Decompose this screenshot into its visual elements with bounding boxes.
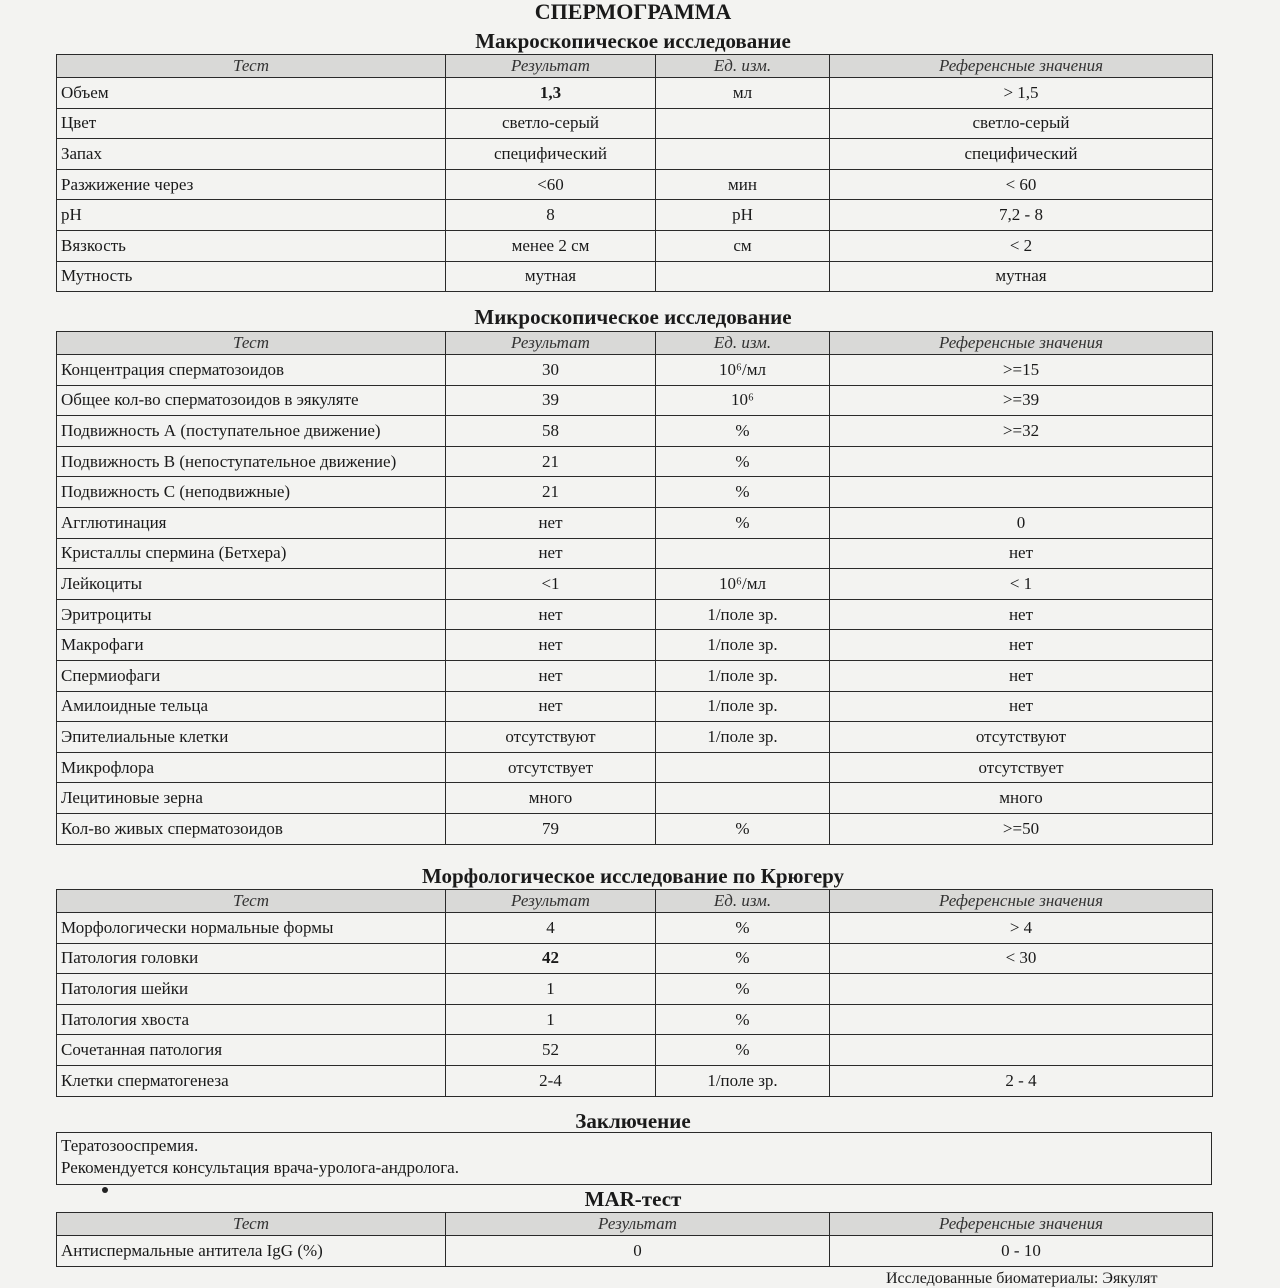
cell-test: Спермиофаги — [57, 660, 446, 691]
cell-test: pH — [57, 200, 446, 231]
cell-result: 2-4 — [446, 1065, 656, 1096]
cell-test: Эритроциты — [57, 599, 446, 630]
cell-ref: отсутствуют — [830, 722, 1213, 753]
header-test: Тест — [57, 890, 446, 913]
table-row — [57, 261, 1213, 292]
cell-result: 21 — [446, 477, 656, 508]
cell-ref: специфический — [830, 139, 1213, 170]
table-row — [57, 416, 1213, 447]
cell-ref: 2 - 4 — [830, 1065, 1213, 1096]
cell-test: Амилоидные тельца — [57, 691, 446, 722]
morph-table — [56, 889, 1213, 1097]
cell-test: Запах — [57, 139, 446, 170]
table-header — [57, 332, 1213, 355]
cell-test: Лейкоциты — [57, 569, 446, 600]
cell-unit — [656, 139, 830, 170]
cell-result: специфический — [446, 139, 656, 170]
header-test: Тест — [57, 1213, 446, 1236]
table-row — [57, 630, 1213, 661]
cell-unit: % — [656, 1035, 830, 1066]
cell-result: <60 — [446, 169, 656, 200]
cell-unit: % — [656, 477, 830, 508]
cell-test: Клетки сперматогенеза — [57, 1065, 446, 1096]
cell-test: Сочетанная патология — [57, 1035, 446, 1066]
section-title-macro: Макроскопическое исследование — [475, 29, 791, 53]
table-row — [57, 783, 1213, 814]
cell-result: нет — [446, 630, 656, 661]
cell-unit: % — [656, 416, 830, 447]
table-row — [57, 355, 1213, 386]
cell-unit: 1/поле зр. — [656, 630, 830, 661]
cell-ref: > 4 — [830, 913, 1213, 944]
header-result: Результат — [446, 890, 656, 913]
cell-test: Мутность — [57, 261, 446, 292]
cell-unit: % — [656, 1004, 830, 1035]
cell-test: Макрофаги — [57, 630, 446, 661]
cell-test: Общее кол-во сперматозоидов в эякуляте — [57, 385, 446, 416]
cell-unit: 1/поле зр. — [656, 722, 830, 753]
table-row — [57, 974, 1213, 1005]
table-row — [57, 1004, 1213, 1035]
cell-ref — [830, 1035, 1213, 1066]
cell-ref: отсутствует — [830, 752, 1213, 783]
table-row — [57, 446, 1213, 477]
cell-ref: >=15 — [830, 355, 1213, 386]
cell-result: нет — [446, 507, 656, 538]
cell-ref: < 1 — [830, 569, 1213, 600]
table-header — [57, 1213, 1213, 1236]
cell-test: Вязкость — [57, 230, 446, 261]
table-row — [57, 385, 1213, 416]
cell-result: 58 — [446, 416, 656, 447]
cell-unit: % — [656, 943, 830, 974]
cell-unit — [656, 538, 830, 569]
table-row — [57, 507, 1213, 538]
cell-result: 21 — [446, 446, 656, 477]
table-row — [57, 108, 1213, 139]
cell-result: 30 — [446, 355, 656, 386]
cell-ref — [830, 446, 1213, 477]
cell-result: 52 — [446, 1035, 656, 1066]
mar-table — [56, 1212, 1213, 1267]
table-row — [57, 943, 1213, 974]
table-header — [57, 890, 1213, 913]
cell-result: нет — [446, 660, 656, 691]
table-row — [57, 913, 1213, 944]
cell-test: Концентрация сперматозоидов — [57, 355, 446, 386]
cell-ref: мутная — [830, 261, 1213, 292]
cell-test: Агглютинация — [57, 507, 446, 538]
table-row — [57, 813, 1213, 844]
cell-result: нет — [446, 599, 656, 630]
table-row — [57, 230, 1213, 261]
cell-ref: много — [830, 783, 1213, 814]
cell-unit: мин — [656, 169, 830, 200]
cell-result: мутная — [446, 261, 656, 292]
table-row — [57, 139, 1213, 170]
table-row — [57, 752, 1213, 783]
cell-result: нет — [446, 538, 656, 569]
document-title: СПЕРМОГРАММА — [534, 0, 732, 24]
cell-result: 1 — [446, 1004, 656, 1035]
cell-unit: см — [656, 230, 830, 261]
cell-result: 79 — [446, 813, 656, 844]
section-title-conclusion: Заключение — [575, 1109, 691, 1133]
header-unit: Ед. изм. — [656, 332, 830, 355]
header-result: Результат — [446, 332, 656, 355]
cell-unit: % — [656, 507, 830, 538]
table-row — [57, 691, 1213, 722]
section-title-mar: MAR-тест — [584, 1187, 682, 1211]
cell-ref: нет — [830, 599, 1213, 630]
header-unit: Ед. изм. — [656, 890, 830, 913]
header-test: Тест — [57, 332, 446, 355]
conclusion-box — [56, 1132, 1212, 1185]
cell-test: Микрофлора — [57, 752, 446, 783]
cell-result: 8 — [446, 200, 656, 231]
header-unit: Ед. изм. — [656, 55, 830, 78]
table-row — [57, 722, 1213, 753]
table-row — [57, 1236, 1213, 1267]
cell-test: Разжижение через — [57, 169, 446, 200]
cell-test: Подвижность С (неподвижные) — [57, 477, 446, 508]
cell-unit: 1/поле зр. — [656, 691, 830, 722]
cell-unit: % — [656, 813, 830, 844]
cell-test: Объем — [57, 78, 446, 109]
cell-ref: > 1,5 — [830, 78, 1213, 109]
table-row — [57, 1065, 1213, 1096]
cell-ref: светло-серый — [830, 108, 1213, 139]
cell-ref: нет — [830, 538, 1213, 569]
cell-result: светло-серый — [446, 108, 656, 139]
cell-ref: < 30 — [830, 943, 1213, 974]
cell-result: менее 2 см — [446, 230, 656, 261]
cell-ref: нет — [830, 660, 1213, 691]
section-title-micro: Микроскопическое исследование — [474, 305, 792, 329]
table-row — [57, 200, 1213, 231]
cell-unit: 10⁶/мл — [656, 355, 830, 386]
table-row — [57, 477, 1213, 508]
cell-unit: % — [656, 446, 830, 477]
cell-unit — [656, 752, 830, 783]
cell-test: Патология головки — [57, 943, 446, 974]
conclusion-line-1: Тератозооспремия. — [61, 1136, 199, 1155]
cell-result: <1 — [446, 569, 656, 600]
header-ref: Референсные значения — [830, 332, 1213, 355]
cell-ref — [830, 477, 1213, 508]
cell-test: Кристаллы спермина (Бетхера) — [57, 538, 446, 569]
cell-result: нет — [446, 691, 656, 722]
cell-ref — [830, 974, 1213, 1005]
table-row — [57, 569, 1213, 600]
cell-test: Антиспермальные антитела IgG (%) — [57, 1236, 446, 1267]
header-ref: Референсные значения — [830, 55, 1213, 78]
table-row — [57, 1035, 1213, 1066]
cell-result: отсутствует — [446, 752, 656, 783]
header-test: Тест — [57, 55, 446, 78]
cell-ref: >=50 — [830, 813, 1213, 844]
cell-test: Морфологически нормальные формы — [57, 913, 446, 944]
cell-result: отсутствуют — [446, 722, 656, 753]
table-row — [57, 660, 1213, 691]
cell-ref: < 2 — [830, 230, 1213, 261]
cell-result: 39 — [446, 385, 656, 416]
cell-result: 1 — [446, 974, 656, 1005]
cell-test: Лецитиновые зерна — [57, 783, 446, 814]
cell-ref: 0 — [830, 507, 1213, 538]
cell-result: 4 — [446, 913, 656, 944]
header-result: Результат — [446, 1213, 830, 1236]
cell-test: Кол-во живых сперматозоидов — [57, 813, 446, 844]
header-result: Результат — [446, 55, 656, 78]
section-title-morph: Морфологическое исследование по Крюгеру — [421, 864, 845, 888]
cell-unit: % — [656, 913, 830, 944]
cell-unit: 10⁶/мл — [656, 569, 830, 600]
cell-test: Патология хвоста — [57, 1004, 446, 1035]
micro-table — [56, 331, 1213, 845]
cell-test: Подвижность А (поступательное движение) — [57, 416, 446, 447]
cell-ref: >=32 — [830, 416, 1213, 447]
ink-speck — [102, 1187, 108, 1193]
cell-unit: мл — [656, 78, 830, 109]
cell-ref: >=39 — [830, 385, 1213, 416]
cell-ref: 0 - 10 — [830, 1236, 1213, 1267]
cell-result: 42 — [446, 943, 656, 974]
cell-unit — [656, 261, 830, 292]
cell-result: много — [446, 783, 656, 814]
cell-result: 1,3 — [446, 78, 656, 109]
cell-unit: 1/поле зр. — [656, 1065, 830, 1096]
cell-ref: нет — [830, 630, 1213, 661]
cell-ref — [830, 1004, 1213, 1035]
cell-unit: 1/поле зр. — [656, 660, 830, 691]
table-row — [57, 538, 1213, 569]
cell-result: 0 — [446, 1236, 830, 1267]
cell-ref: нет — [830, 691, 1213, 722]
header-ref: Референсные значения — [830, 1213, 1213, 1236]
table-row — [57, 599, 1213, 630]
footer-note: Исследованные биоматериалы: Эякулят — [886, 1270, 1158, 1287]
cell-unit: pH — [656, 200, 830, 231]
cell-unit: 10⁶ — [656, 385, 830, 416]
conclusion-line-2: Рекомендуется консультация врача-уролога-андролога. — [61, 1158, 459, 1177]
cell-ref: < 60 — [830, 169, 1213, 200]
cell-unit: % — [656, 974, 830, 1005]
cell-test: Цвет — [57, 108, 446, 139]
table-row — [57, 169, 1213, 200]
cell-test: Патология шейки — [57, 974, 446, 1005]
cell-unit — [656, 108, 830, 139]
macro-table — [56, 54, 1213, 292]
cell-unit — [656, 783, 830, 814]
cell-test: Эпителиальные клетки — [57, 722, 446, 753]
cell-ref: 7,2 - 8 — [830, 200, 1213, 231]
cell-unit: 1/поле зр. — [656, 599, 830, 630]
table-header — [57, 55, 1213, 78]
header-ref: Референсные значения — [830, 890, 1213, 913]
table-row — [57, 78, 1213, 109]
cell-test: Подвижность В (непоступательное движение) — [57, 446, 446, 477]
